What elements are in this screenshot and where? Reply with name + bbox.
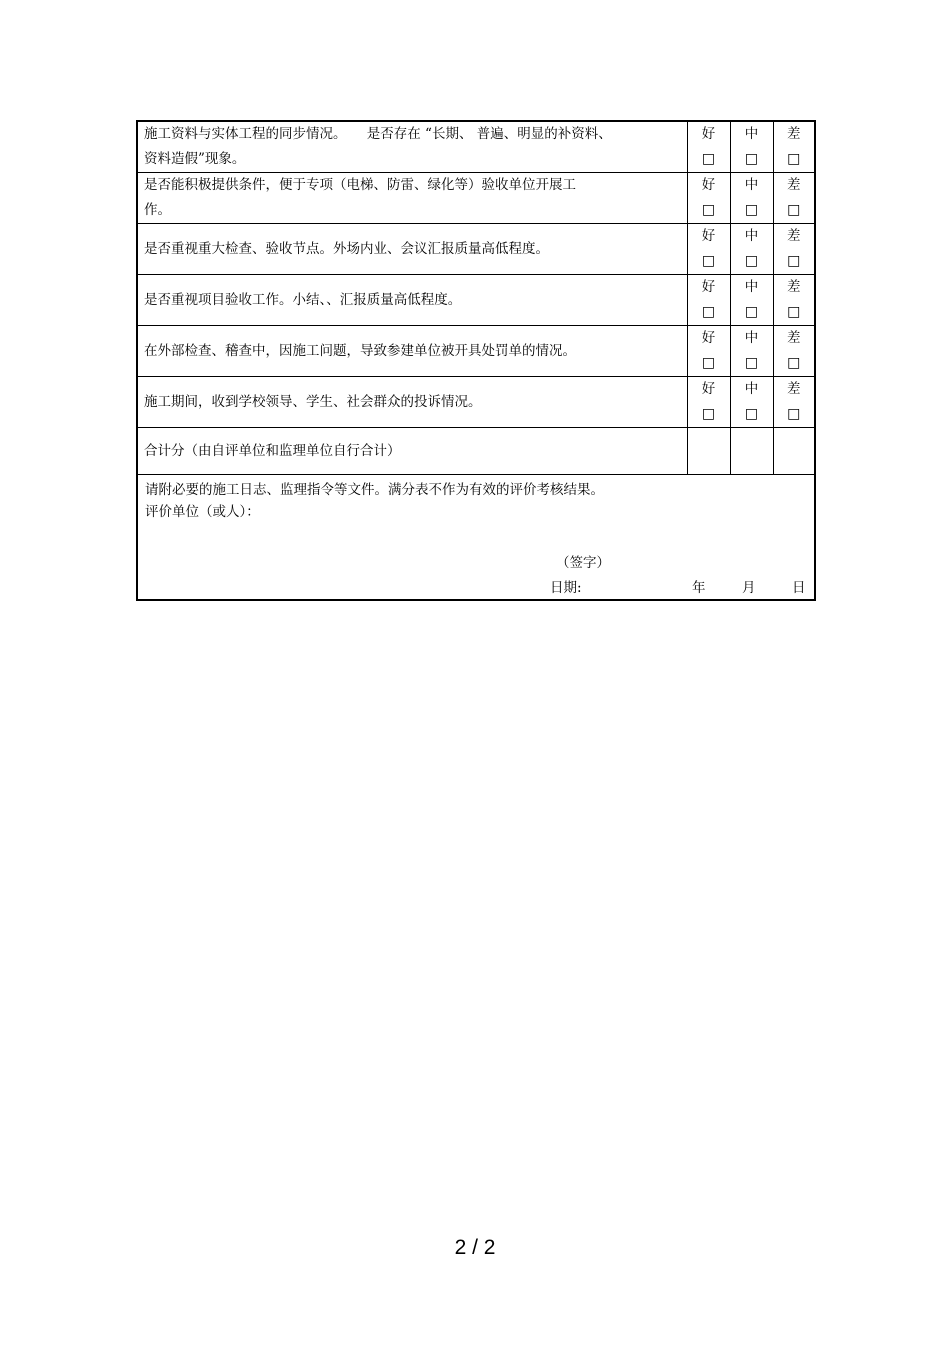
rating-good[interactable] xyxy=(687,326,730,377)
rating-poor[interactable] xyxy=(773,121,815,173)
criterion-text xyxy=(137,275,687,326)
checkbox-icon[interactable]: □ xyxy=(787,406,801,422)
evaluator-label: 评价单位（或人）： xyxy=(145,504,260,520)
total-label: 合计分（由自评单位和监理单位自行合计） xyxy=(137,428,687,475)
rating-poor[interactable] xyxy=(773,326,815,377)
rating-label-good: 好 xyxy=(701,177,716,193)
rating-good[interactable] xyxy=(687,224,730,275)
checkbox-icon[interactable]: □ xyxy=(787,202,801,218)
rating-medium[interactable] xyxy=(730,173,773,224)
rating-label-good: 好 xyxy=(701,228,716,244)
rating-label-poor: 差 xyxy=(787,126,801,142)
rating-label-medium: 中 xyxy=(744,381,759,397)
rating-label-poor: 差 xyxy=(787,228,801,244)
checkbox-icon[interactable]: □ xyxy=(701,304,716,320)
total-cell-poor[interactable] xyxy=(773,428,815,475)
rating-good[interactable] xyxy=(687,173,730,224)
criterion-row xyxy=(137,275,815,326)
criterion-line: 是否重视重大检查、验收节点。外场内业、会议汇报质量高低程度。 xyxy=(144,240,549,257)
checkbox-icon[interactable]: □ xyxy=(787,304,801,320)
criterion-row xyxy=(137,173,815,224)
rating-poor[interactable] xyxy=(773,275,815,326)
criterion-text xyxy=(137,377,687,428)
checkbox-icon[interactable]: □ xyxy=(701,253,716,269)
date-year: 年 xyxy=(692,580,706,596)
criterion-text xyxy=(137,224,687,275)
rating-label-poor: 差 xyxy=(787,279,801,295)
checkbox-icon[interactable]: □ xyxy=(744,355,759,371)
checkbox-icon[interactable]: □ xyxy=(701,151,716,167)
rating-medium[interactable] xyxy=(730,275,773,326)
checkbox-icon[interactable]: □ xyxy=(701,202,716,218)
rating-good[interactable] xyxy=(687,377,730,428)
total-cell-good[interactable] xyxy=(687,428,730,475)
rating-poor[interactable] xyxy=(773,224,815,275)
rating-medium[interactable] xyxy=(730,377,773,428)
criterion-row xyxy=(137,326,815,377)
criterion-text xyxy=(137,173,687,224)
signature-label: （签字） xyxy=(556,555,610,571)
rating-label-medium: 中 xyxy=(744,177,759,193)
date-month: 月 xyxy=(742,580,756,596)
evaluation-table xyxy=(136,120,816,601)
criterion-row xyxy=(137,224,815,275)
criterion-line: 施工资料与实体工程的同步情况。 是否存在 “长期、 普遍、明显的补资料、 xyxy=(144,126,612,142)
rating-label-medium: 中 xyxy=(744,228,759,244)
rating-medium[interactable] xyxy=(730,121,773,173)
rating-poor[interactable] xyxy=(773,173,815,224)
checkbox-icon[interactable]: □ xyxy=(744,304,759,320)
checkbox-icon[interactable]: □ xyxy=(744,151,759,167)
criterion-row xyxy=(137,121,815,173)
criterion-line: 是否重视项目验收工作。小结、、汇报质量高低程度。 xyxy=(144,291,462,308)
date-label: 日期: xyxy=(550,580,582,596)
criterion-line: 在外部检查、稽查中，因施工问题，导致参建单位被开具处罚单的情况。 xyxy=(144,342,576,359)
criterion-row xyxy=(137,377,815,428)
rating-good[interactable] xyxy=(687,121,730,173)
rating-label-good: 好 xyxy=(701,330,716,346)
checkbox-icon[interactable]: □ xyxy=(787,355,801,371)
rating-good[interactable] xyxy=(687,275,730,326)
rating-medium[interactable] xyxy=(730,326,773,377)
date-day: 日 xyxy=(792,580,806,596)
rating-label-poor: 差 xyxy=(787,381,801,397)
notes-row xyxy=(137,475,815,601)
rating-label-medium: 中 xyxy=(744,279,759,295)
criterion-text xyxy=(137,121,687,173)
rating-label-poor: 差 xyxy=(787,330,801,346)
checkbox-icon[interactable]: □ xyxy=(744,202,759,218)
criterion-line: 资料造假”现象。 xyxy=(144,151,246,167)
rating-label-medium: 中 xyxy=(744,126,759,142)
rating-label-good: 好 xyxy=(701,126,716,142)
criterion-line: 作。 xyxy=(144,202,171,218)
page-number: 2 / 2 xyxy=(454,1236,496,1259)
checkbox-icon[interactable]: □ xyxy=(787,151,801,167)
checkbox-icon[interactable]: □ xyxy=(744,406,759,422)
criterion-line: 是否能积极提供条件，便于专项（电梯、防雷、绿化等）验收单位开展工 xyxy=(144,177,576,193)
rating-label-poor: 差 xyxy=(787,177,801,193)
criterion-line: 施工期间，收到学校领导、学生、社会群众的投诉情况。 xyxy=(144,393,482,410)
notes-cell xyxy=(137,475,815,601)
rating-poor[interactable] xyxy=(773,377,815,428)
rating-label-medium: 中 xyxy=(744,330,759,346)
rating-label-good: 好 xyxy=(701,381,716,397)
rating-label-good: 好 xyxy=(701,279,716,295)
checkbox-icon[interactable]: □ xyxy=(744,253,759,269)
total-cell-medium[interactable] xyxy=(730,428,773,475)
rating-medium[interactable] xyxy=(730,224,773,275)
checkbox-icon[interactable]: □ xyxy=(701,406,716,422)
checkbox-icon[interactable]: □ xyxy=(787,253,801,269)
total-row xyxy=(137,428,815,475)
notes-instruction: 请附必要的施工日志、监理指令等文件。满分表不作为有效的评价考核结果。 xyxy=(145,482,604,498)
checkbox-icon[interactable]: □ xyxy=(701,355,716,371)
criterion-text xyxy=(137,326,687,377)
